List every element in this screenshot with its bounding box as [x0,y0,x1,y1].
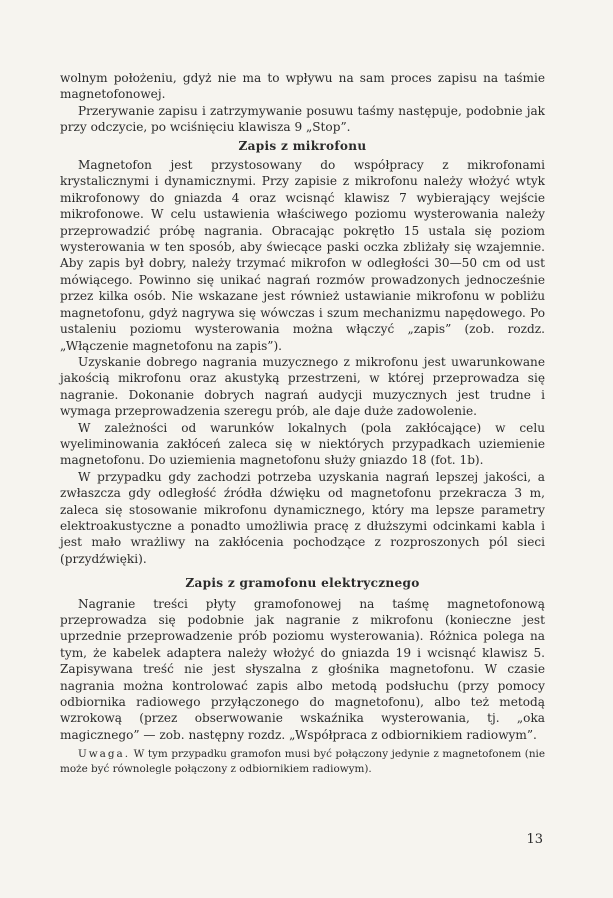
page-body [60,70,545,776]
page-number: 13 [526,832,543,847]
paragraph-microphone-4: W przypadku gdy zachodzi potrzeba uzyskania nagrań lepszej jakości, a zwłaszcza gdy odległość źródła dźwięku od magnetofonu przekracza 3 m, zaleca się stosowanie mikrofonu dynamicznego, który ma lepsze parametry elektroakustyczne a ponadto umożliwia pracę z dłuższymi odcinkami kabla i jest mało wrażliwy na zakłócenia pochodzące z rozproszonych pól sieci (przydźwięki). [60,469,545,566]
paragraph-gramophone-1: Nagranie treści płyty gramofonowej na taśmę magnetofonową przeprowadza się podobnie jak nagranie z mikrofonu (konieczne jest uprzednie przeprowadzenie prób poziomu wysterowania). Różnica polega na tym, że kabelek adaptera należy włożyć do gniazda 19 i wcisnąć klawisz 5. Zapisywana treść nie jest słyszalna z głośnika magnetofonu. W czasie nagrania można kontrolować zapis albo metodą podsłuchu (przy pomocy odbiornika radiowego przyłączonego do magnetofonu), albo też metodą wzrokową (przez obserwowanie wskaźnika wysterowania, tj. „oka magicznego” — zob. następny rozdz. „Współpraca z odbiornikiem radiowym”. [60,596,545,742]
paragraph-microphone-3: W zależności od warunków lokalnych (pola zakłócające) w celu wyeliminowania zakłóceń zaleca się w niektórych przypadkach uziemienie magnetofonu. Do uziemienia magnetofonu służy gniazdo 18 (fot. 1b). [60,420,545,468]
note [60,747,545,776]
section-heading-microphone: Zapis z mikrofonu [238,138,367,153]
section-heading-gramophone: Zapis z gramofonu elektrycznego [185,576,420,591]
paragraph-microphone-2: Uzyskanie dobrego nagrania muzycznego z mikrofonu jest uwarunkowane jakością mikrofonu oraz akustyką przestrzeni, w której przeprowadza się nagranie. Dokonanie dobrych nagrań audycji muzycznych jest trudne i wymaga przeprowadzenia szeregu prób, ale daje duże zadowolenie. [60,354,545,419]
paragraph-continuation: wolnym położeniu, gdyż nie ma to wpływu na sam proces zapisu na taśmie magnetofonowej. [60,71,545,102]
note-text: W tym przypadku gramofon musi być połączony jedynie z magnetofonem (nie może być równolegle połączony z odbiornikiem radiowym). [60,748,545,775]
note-label: Uwaga. [78,748,130,761]
paragraph-microphone-1: Magnetofon jest przystosowany do współpracy z mikrofonami krystalicznymi i dynamicznymi. Przy zapisie z mikrofonu należy włożyć wtyk mikrofonowy do gniazda 4 oraz wcisnąć klawisz 7 wybierający wejście mikrofonowe. W celu ustawienia właściwego poziomu wysterowania należy przeprowadzić próbę nagrania. Obracając pokrętło 15 ustala się poziom wysterowania w ten sposób, aby świecące paski oczka zbliżały się wzajemnie. Aby zapis był dobry, należy trzymać mikrofon w odległości 30—50 cm od ust mówiącego. Powinno się unikać nagrań rozmów prowadzonych jednocześnie przez kilka osób. Nie wskazane jest również ustawianie mikrofonu w pobliżu magnetofonu, gdyż nagrywa się wówczas i szum mechanizmu napędowego. Po ustaleniu poziomu wysterowania można włączyć „zapis” (zob. rozdz. „Włączenie magnetofonu na zapis”). [60,158,545,353]
paragraph-stop: Przerywanie zapisu i zatrzymywanie posuwu taśmy następuje, podobnie jak przy odczycie, po wciśnięciu klawisza 9 „Stop”. [60,103,545,135]
